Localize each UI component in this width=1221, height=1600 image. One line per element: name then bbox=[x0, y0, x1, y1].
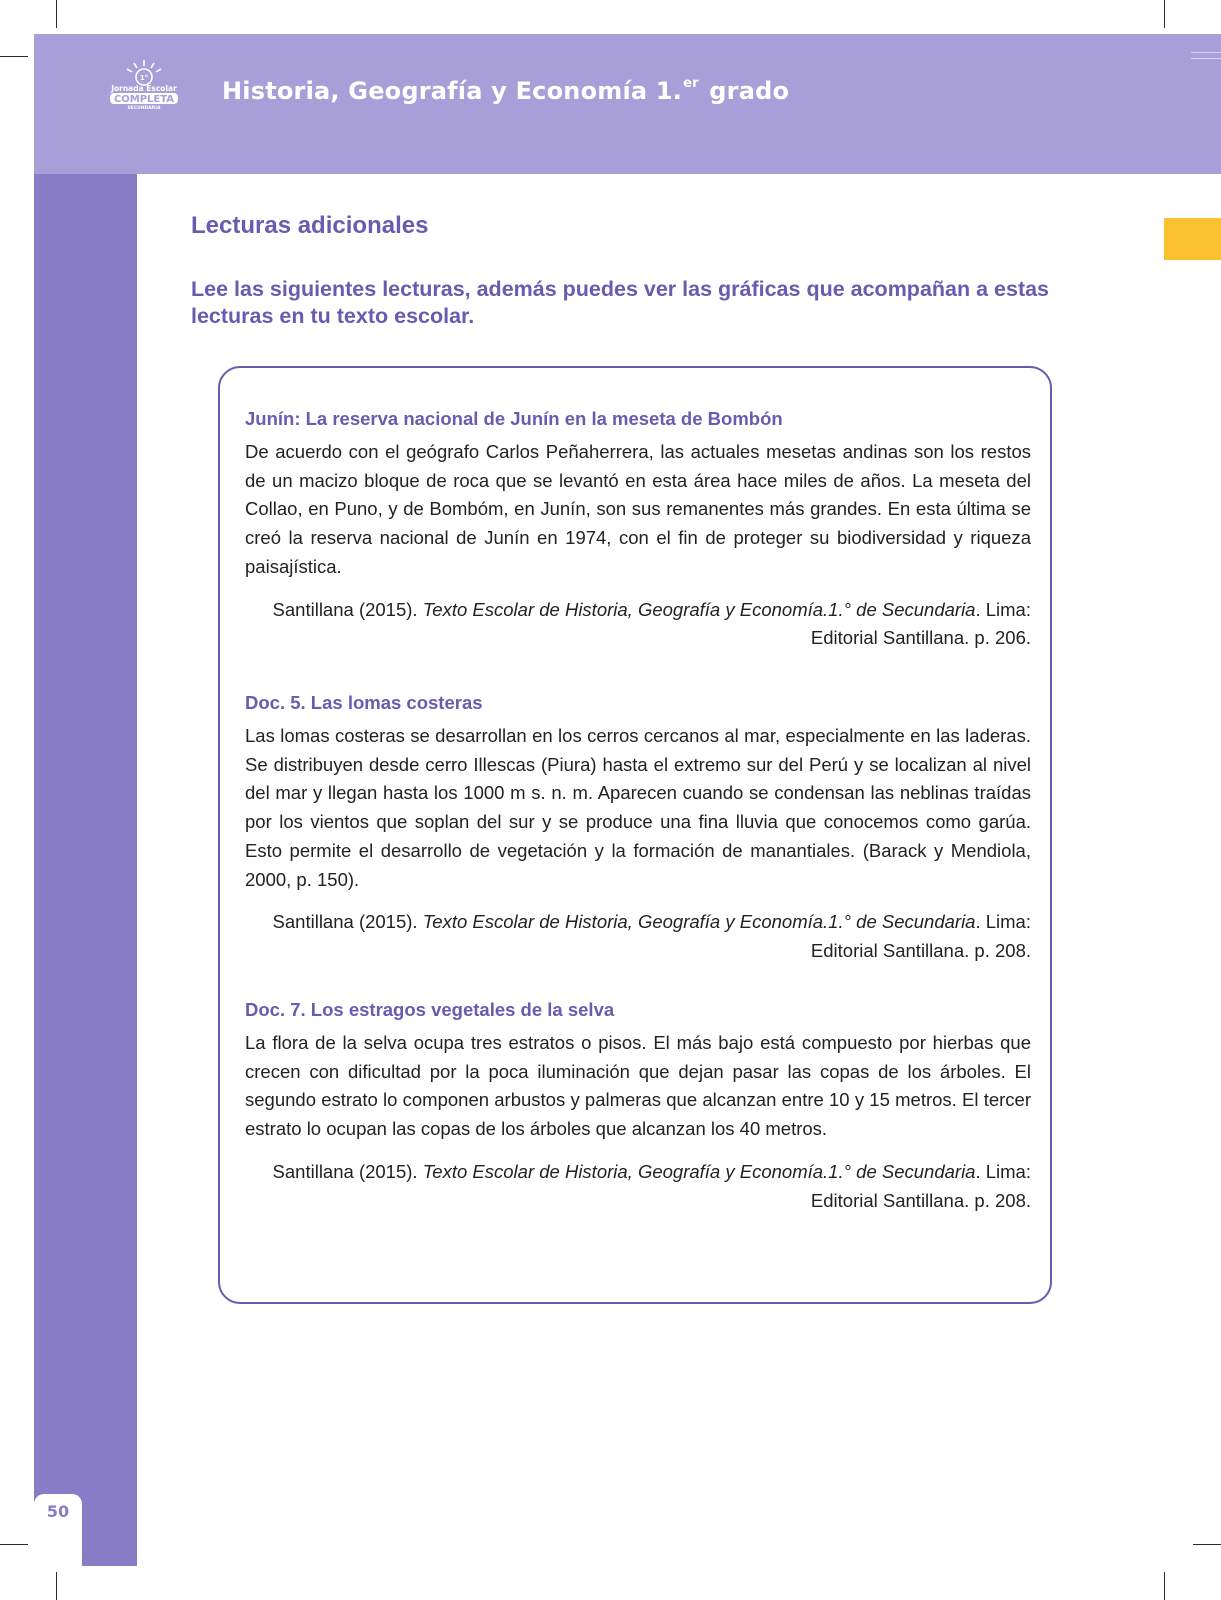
crop-mark bbox=[1164, 1572, 1165, 1600]
source-suffix: . Lima: Editorial Santillana. p. 208. bbox=[810, 1160, 1031, 1211]
header-title bbox=[222, 76, 789, 105]
section-title: Lecturas adicionales bbox=[191, 212, 429, 239]
logo-text: SECUNDARIA bbox=[127, 106, 161, 110]
reading-body: La flora de la selva ocupa tres estratos o pisos. El más bajo está compuesto por hierbas que crecen con dificultad por la poca iluminación que dejan pasar las copas de los árboles. El segundo estrato lo componen arbustos y palmeras que alcanzan entre 10 y 15 metros. El tercer estrato lo ocupan las copas de los árboles que alcanzan los 40 metros. bbox=[245, 1032, 1031, 1140]
crop-mark bbox=[1193, 1544, 1221, 1545]
header-decoration bbox=[1191, 52, 1221, 64]
crop-mark bbox=[56, 1572, 57, 1600]
reading-source bbox=[245, 908, 1031, 965]
reading-body: De acuerdo con el geógrafo Carlos Peñaherrera, las actuales mesetas andinas son los restos de un macizo bloque de roca que se levantó en esta área hace miles de años. La meseta del Collao, en Puno, y de Bombóm, en Junín, son sus remanentes más grandes. En esta última se creó la reserva nacional de Junín en 1974, con el fin de proteger su biodiversidad y riqueza paisajística. bbox=[245, 441, 1031, 577]
header-title-end: grado bbox=[709, 77, 790, 105]
left-sidebar bbox=[34, 174, 137, 1566]
jornada-escolar-logo bbox=[106, 58, 182, 110]
section-tab bbox=[1164, 218, 1221, 260]
crop-mark bbox=[0, 1544, 28, 1545]
header-title-sup: er bbox=[683, 76, 699, 91]
source-prefix: Santillana (2015). bbox=[272, 598, 423, 620]
reading-item bbox=[245, 692, 1031, 966]
reading-source bbox=[245, 1158, 1031, 1215]
source-prefix: Santillana (2015). bbox=[272, 911, 423, 933]
reading-item bbox=[245, 408, 1031, 653]
reading-item bbox=[245, 999, 1031, 1215]
reading-title: Doc. 5. Las lomas costeras bbox=[245, 692, 483, 713]
reading-source bbox=[245, 596, 1031, 653]
source-prefix: Santillana (2015). bbox=[272, 1160, 423, 1182]
source-title: Texto Escolar de Historia, Geografía y Economía.1.° de Secundaria bbox=[422, 1160, 976, 1182]
header-title-main: Historia, Geografía y Economía 1. bbox=[222, 77, 683, 105]
page-number: 50 bbox=[46, 1502, 70, 1521]
logo-text: Jornada Escolar bbox=[111, 84, 177, 93]
crop-mark bbox=[0, 56, 28, 57]
instructions: Lee las siguientes lecturas, además puedes ver las gráficas que acompañan a estas lecturas en tu texto escolar. bbox=[191, 277, 1050, 328]
crop-mark bbox=[56, 0, 57, 28]
source-suffix: . Lima: Editorial Santillana. p. 208. bbox=[810, 911, 1031, 961]
crop-mark bbox=[1164, 0, 1165, 28]
source-title: Texto Escolar de Historia, Geografía y Economía.1.° de Secundaria bbox=[422, 911, 976, 933]
logo-text: COMPLETA bbox=[113, 94, 175, 105]
source-suffix: . Lima: Editorial Santillana. p. 206. bbox=[810, 598, 1031, 649]
reading-body: Las lomas costeras se desarrollan en los cerros cercanos al mar, especialmente en las laderas. Se distribuyen desde cerro Illescas (Piura) hasta el extremo sur del Perú y se localizan al nivel del mar y llegan hasta los 1000 m s. n. m. Aparecen cuando se condensan las neblinas traídas por los vientos que soplan del sur y se produce una fina lluvia que conocemos como garúa. Esto permite el desarrollo de vegetación y la formación de manantiales. (Barack y Mendiola, 2000, p. 150). bbox=[245, 725, 1031, 890]
svg-text:1°: 1° bbox=[139, 74, 149, 82]
reading-title: Junín: La reserva nacional de Junín en la meseta de Bombón bbox=[245, 408, 783, 429]
source-title: Texto Escolar de Historia, Geografía y Economía.1.° de Secundaria bbox=[422, 598, 976, 620]
reading-title: Doc. 7. Los estragos vegetales de la selva bbox=[245, 999, 615, 1020]
